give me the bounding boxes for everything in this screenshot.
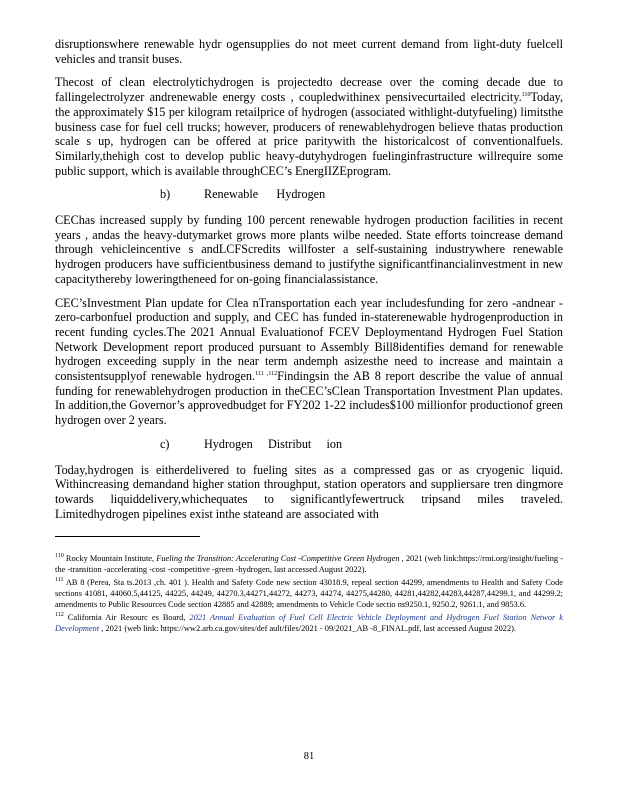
footnote-112 <box>55 613 563 635</box>
heading-number: b) <box>160 187 171 202</box>
heading-label: Hydrogen Distribut ion <box>204 436 343 451</box>
page-number: 81 <box>303 751 315 762</box>
footnote-ref-110: 110 <box>521 92 531 99</box>
paragraph-1: disruptionswhere renewable hydr ogensupplies do not meet current demand from light-duty fuelcell vehicles and transit buses. <box>55 37 563 66</box>
heading-number: c) <box>160 436 170 451</box>
footnote-number: 111 <box>55 577 64 584</box>
footnote-110 <box>55 554 563 576</box>
section-heading-renewable-hydrogen <box>55 187 563 202</box>
footnote-text-cont: , 2021 (web link: https://ww2.arb.ca.gov/sites/def ault/files/2021 - 09/2021_AB -8_FINAL.pdf, last accessed August 2022). <box>99 623 517 633</box>
paragraph-3: CEChas increased supply by funding 100 percent renewable hydrogen production facilities in recent years , andas the heavy-dutymarket grows more plants wilbe needed. State efforts toincrease demand through vehicleincentive s andLCFScredits willfoster a self-sustaining industrywhere renewable hydrogen producers have sufficientbusiness demand to justifythe significantfinancialinvestment in new capacitythereby loweringtheneed for on-going financialassistance. <box>55 213 563 286</box>
document-page <box>55 37 563 637</box>
footnote-ref-111-112: 111 ,112 <box>255 371 278 377</box>
footnote-text: California Air Resourc es Board, <box>63 612 190 622</box>
footnote-number: 110 <box>55 553 64 560</box>
paragraph-2 <box>55 75 563 178</box>
paragraph-4-text-cont: Findingsin the AB 8 report describe the value of annual funding for renewablehydrogen production in theCEC’sClean Transportation Investment Plan updates. In addition,the Governor’s approvedbudget for FY202 1-22 includes$100 millionfor productionof green hydrogen over 2 years. <box>55 369 563 428</box>
section-heading-hydrogen-distribution <box>55 437 563 452</box>
paragraph-2-text-cont: Today, the approximately $15 per kilogram retailprice of hydrogen (associated withlight-dutyfueling) limitsthe business case for fuel cell trucks; however, producers of renewablehydrogen believe thatas production scale s up, hydrogen can be offered at price paritywith the historicalcost of conventionalfuels. Similarly,thehigh cost to develop public heavy-dutyhydrogen fuelinginfrastructure willrequire some public support, which is available throughCEC’s EnergIIZEprogram. <box>55 90 563 178</box>
footnote-111 <box>55 578 563 611</box>
paragraph-4 <box>55 296 563 428</box>
paragraph-2-text: Thecost of clean electrolytichydrogen is projectedto decrease over the coming decade due to fallingelectrolyzer andrenewable energy costs , coupledwithinex pensivecurtailed electricity. <box>55 75 563 105</box>
footnote-title: Fueling the Transition: Accelerating Cost -Competitive Green Hydrogen <box>156 554 400 564</box>
footnote-number: 112 <box>55 612 64 619</box>
footnote-title: 2021 Annual Evaluation of Fuel Cell Electric Vehicle Deployment and Hydrogen Fuel Station Networ k Development <box>55 612 564 633</box>
footnote-text-cont: , 2021 (web link:https://rmi.org/insight/fueling -the -transition -accelerating -cost -competitive -green -hydrogen, last accessed August 2022). <box>55 554 563 575</box>
paragraph-5: Today,hydrogen is eitherdelivered to fueling sites as a compressed gas or as cryogenic liquid. Withincreasing demandand higher station throughput, station operators and suppliersare tren dingmore towards liquiddelivery,whichequates to significantlyfewertruck tripsand miles traveled. Limitedhydrogen pipelines exist inthe stateand are associated with <box>55 462 563 521</box>
paragraph-4-text: CEC’sInvestment Plan update for Clea nTransportation each year includesfunding for zero -andnear -zero-carbonfuel production and supply, and CEC has funded in-staterenewable hydrogenproduction in recent funding cycles.The 2021 Annual Evaluationof FCEV Deploymentand Hydrogen Fuel Station Network Development report produced pursuant to Assembly Bill8identifies demand for renewable hydrogen exceeding supply in the near term andemph asizesthe need to increase and maintain a consistentsupplyof renewable hydrogen. <box>55 295 563 384</box>
footnote-separator <box>55 536 200 537</box>
footnote-text: AB 8 (Perea, Sta ts.2013 ,ch. 401 ). Health and Safety Code new section 43018.9, repeal section 44299, amendments to Health and Safety Code sections 41081, 44060.5,44125, 44225, 44249, 44270.3,44271,44272, 44273, 44274, 44275,44280, 44281,44282,44283,44287,44299.1, and 44299.2; amendments to Public Resources Code section 42885 and 42889; amendments to Vehicle Code sectio ns9250.1, 9250.2, 9261.1, and 9853.6. <box>55 578 563 610</box>
heading-label: Renewable Hydrogen <box>204 187 326 202</box>
footnote-text: Rocky Mountain Institute, <box>63 554 157 564</box>
